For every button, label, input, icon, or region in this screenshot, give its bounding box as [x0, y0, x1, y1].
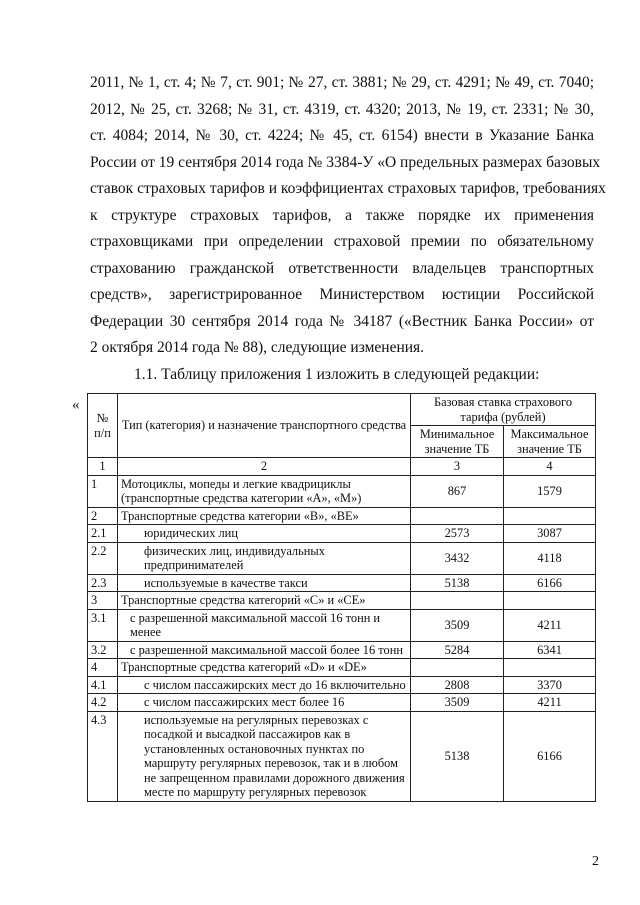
row-name: используемые на регулярных перевозках с посадкой и высадкой пассажиров как в установленных остановочных пунктах по маршруту регулярных перевозок, так и в любом не запрещенном правилами дорожного движения месте по маршруту регулярных перевозок	[118, 711, 411, 801]
table-row	[88, 542, 596, 574]
body-text	[90, 70, 606, 388]
row-max: 4211	[504, 694, 596, 712]
col-number: 2	[118, 458, 411, 476]
row-name: Мотоциклы, мопеды и легкие квадрициклы (транспортные средства категории «А», «М»)	[118, 475, 411, 507]
row-max: 4118	[504, 542, 596, 574]
row-name: с разрешенной максимальной массой более 16 тонн	[118, 641, 411, 659]
table-row	[88, 609, 596, 641]
text-line: ст. 4084; 2014, № 30, ст. 4224; № 45, ст. 6154) внести в Указание Банка	[90, 127, 594, 144]
row-max	[504, 659, 596, 677]
row-min: 2808	[411, 676, 504, 694]
row-max	[504, 592, 596, 610]
text-line: Федерации 30 сентября 2014 года № 34187 («Вестник Банка России» от	[90, 312, 594, 330]
row-min: 3432	[411, 542, 504, 574]
row-num: 2.2	[88, 542, 118, 574]
header-num: № п/п	[88, 394, 118, 458]
row-min	[411, 507, 504, 525]
table-row	[88, 676, 596, 694]
table-row	[88, 507, 596, 525]
table-row	[88, 711, 596, 801]
row-num: 4.2	[88, 694, 118, 712]
text-line: 2 октября 2014 года № 88), следующие изменения.	[90, 339, 425, 356]
row-max: 6166	[504, 711, 596, 801]
row-name: Транспортные средства категорий «D» и «DЕ»	[118, 659, 411, 677]
text-line: 2012, № 25, ст. 3268; № 31, ст. 4319, ст. 4320; 2013, № 19, ст. 2331; № 30,	[90, 100, 594, 118]
row-max: 6166	[504, 574, 596, 592]
header-base-rate: Базовая ставка страхового тарифа (рублей)	[411, 394, 596, 426]
row-num: 2.1	[88, 525, 118, 543]
text-line: ставок страховых тарифов и коэффициентах страховых тарифов, требованиях	[90, 180, 606, 197]
col-number: 4	[504, 458, 596, 476]
row-num: 3.1	[88, 609, 118, 641]
col-number: 1	[88, 458, 118, 476]
row-max: 4211	[504, 609, 596, 641]
row-min	[411, 592, 504, 610]
row-min: 3509	[411, 694, 504, 712]
row-max: 3087	[504, 525, 596, 543]
row-name: Транспортные средства категорий «С» и «СЕ»	[118, 592, 411, 610]
rates-table	[87, 393, 596, 802]
row-name: с числом пассажирских мест более 16	[118, 694, 411, 712]
header-type: Тип (категория) и назначение транспортного средства	[118, 394, 411, 458]
row-num: 3	[88, 592, 118, 610]
text-line: 2011, № 1, ст. 4; № 7, ст. 901; № 27, ст. 3881; № 29, ст. 4291; № 49, ст. 7040;	[90, 74, 594, 91]
item-heading: 1.1. Таблицу приложения 1 изложить в следующей редакции:	[134, 365, 540, 383]
text-line: страховщиками при определении страховой премии по обязательному	[90, 233, 594, 250]
table-row	[88, 525, 596, 543]
row-min	[411, 659, 504, 677]
row-max	[504, 507, 596, 525]
row-num: 3.2	[88, 641, 118, 659]
row-name: физических лиц, индивидуальных предпринимателей	[118, 542, 411, 574]
col-number: 3	[411, 458, 504, 476]
page-number: 2	[592, 854, 599, 869]
row-min: 2573	[411, 525, 504, 543]
row-num: 4.3	[88, 711, 118, 801]
row-min: 5138	[411, 711, 504, 801]
row-max: 1579	[504, 475, 596, 507]
row-name: используемые в качестве такси	[118, 574, 411, 592]
table-row	[88, 475, 596, 507]
opening-quote: «	[72, 397, 80, 413]
row-num: 1	[88, 475, 118, 507]
row-name: Транспортные средства категории «В», «ВЕ»	[118, 507, 411, 525]
header-max: Максимальное значение ТБ	[504, 426, 596, 458]
text-line: страхованию гражданской ответственности владельцев транспортных	[90, 259, 594, 277]
table-row	[88, 574, 596, 592]
table-row	[88, 641, 596, 659]
text-line: России от 19 сентября 2014 года № 3384-У «О предельных размерах базовых	[90, 153, 601, 171]
header-min: Минимальное значение ТБ	[411, 426, 504, 458]
table-row	[88, 694, 596, 712]
table-row	[88, 592, 596, 610]
row-num: 4.1	[88, 676, 118, 694]
text-line: к структуре страховых тарифов, а также порядке их применения	[90, 206, 594, 224]
table-row	[88, 659, 596, 677]
row-min: 3509	[411, 609, 504, 641]
row-min: 5284	[411, 641, 504, 659]
row-min: 867	[411, 475, 504, 507]
row-min: 5138	[411, 574, 504, 592]
row-name: с разрешенной максимальной массой 16 тонн и менее	[118, 609, 411, 641]
row-name: юридических лиц	[118, 525, 411, 543]
row-num: 2.3	[88, 574, 118, 592]
row-max: 3370	[504, 676, 596, 694]
row-num: 2	[88, 507, 118, 525]
row-name: с числом пассажирских мест до 16 включительно	[118, 676, 411, 694]
row-max: 6341	[504, 641, 596, 659]
row-num: 4	[88, 659, 118, 677]
text-line: средств», зарегистрированное Министерством юстиции Российской	[90, 286, 594, 303]
